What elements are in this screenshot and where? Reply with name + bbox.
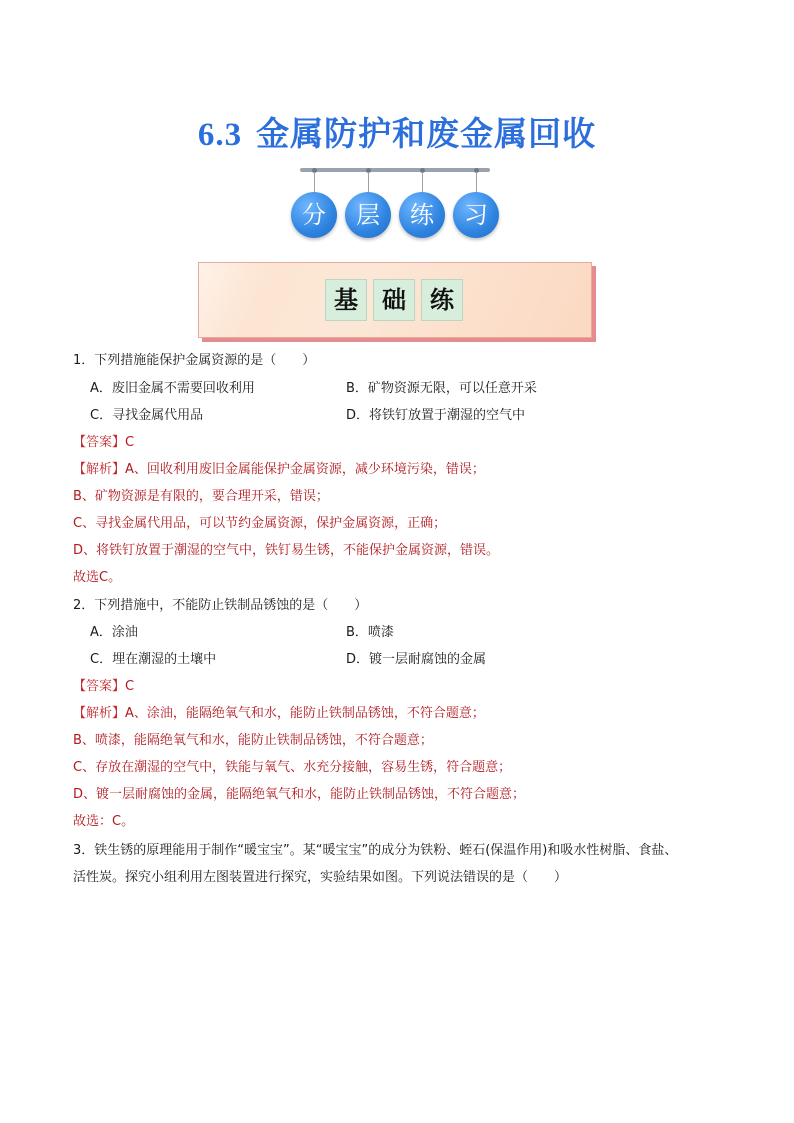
q1-option-a: A．废旧金属不需要回收利用 — [90, 381, 255, 396]
banner-char: 练 — [421, 279, 463, 321]
q1-option-b: B．矿物资源无限，可以任意开采 — [346, 381, 537, 396]
question-3-stem-line-2: 活性炭。探究小组利用左图装置进行探究，实验结果如图。下列说法错误的是（ ） — [73, 870, 568, 885]
banner-highlight — [199, 263, 289, 337]
q1-analysis-line: C、寻找金属代用品，可以节约金属资源，保护金属资源，正确； — [73, 516, 447, 531]
q2-conclusion: 故选：C。 — [73, 814, 135, 829]
q1-analysis-line: D、将铁钉放置于潮湿的空气中，铁钉易生锈，不能保护金属资源，错误。 — [73, 543, 500, 558]
q1-answer — [73, 434, 134, 452]
question-1-stem: 1．下列措施能保护金属资源的是（ ） — [73, 353, 316, 368]
answer-value: C — [125, 435, 135, 450]
analysis-tag: 【解析】 — [73, 462, 126, 477]
q2-analysis-line — [73, 705, 485, 723]
analysis-tag: 【解析】 — [73, 706, 126, 721]
hanger-string — [314, 172, 315, 192]
q2-analysis-line: B、喷漆，能隔绝氧气和水，能防止铁制品锈蚀，不符合题意； — [73, 733, 433, 748]
q1-conclusion: 故选C。 — [73, 570, 122, 585]
q2-answer — [73, 678, 134, 696]
section-banner — [198, 262, 592, 338]
circle-badge: 习 — [453, 192, 499, 238]
circle-badge: 层 — [345, 192, 391, 238]
hanger-string — [422, 172, 423, 192]
q2-option-b: B．喷漆 — [346, 625, 394, 640]
q1-option-d: D．将铁钉放置于潮湿的空气中 — [346, 408, 526, 423]
hanger-bar — [300, 168, 490, 172]
answer-tag: 【答案】 — [73, 679, 126, 694]
q2-option-a: A．涂油 — [90, 625, 138, 640]
section-number: 6.3 — [197, 117, 243, 153]
answer-tag: 【答案】 — [73, 435, 126, 450]
analysis-text: A、涂油，能隔绝氧气和水，能防止铁制品锈蚀，不符合题意； — [125, 706, 485, 721]
answer-value: C — [125, 679, 135, 694]
circle-badge: 练 — [399, 192, 445, 238]
question-3-stem-line-1: 3．铁生锈的原理能用于制作“暖宝宝”。某“暖宝宝”的成分为铁粉、蛭石(保温作用)和吸水性树脂、食盐、 — [73, 843, 678, 858]
q2-analysis-line: D、镀一层耐腐蚀的金属，能隔绝氧气和水，能防止铁制品锈蚀，不符合题意； — [73, 787, 526, 802]
circle-badge: 分 — [291, 192, 337, 238]
analysis-text: A、回收利用废旧金属能保护金属资源，减少环境污染，错误； — [125, 462, 485, 477]
banner-char: 础 — [373, 279, 415, 321]
q2-analysis-line: C、存放在潮湿的空气中，铁能与氧气、水充分接触，容易生锈，符合题意； — [73, 760, 512, 775]
section-title: 金属防护和废金属回收 — [256, 114, 597, 153]
page-title — [0, 108, 794, 155]
q1-option-c: C．寻找金属代用品 — [90, 408, 204, 423]
question-2-stem: 2．下列措施中，不能防止铁制品锈蚀的是（ ） — [73, 598, 368, 613]
q1-analysis-line: B、矿物资源是有限的，要合理开采，错误； — [73, 489, 329, 504]
q2-option-c: C．埋在潮湿的土壤中 — [90, 652, 217, 667]
hanger-string — [476, 172, 477, 192]
q1-analysis-line — [73, 461, 485, 479]
banner-char: 基 — [325, 279, 367, 321]
hanger-string — [368, 172, 369, 192]
q2-option-d: D．镀一层耐腐蚀的金属 — [346, 652, 487, 667]
